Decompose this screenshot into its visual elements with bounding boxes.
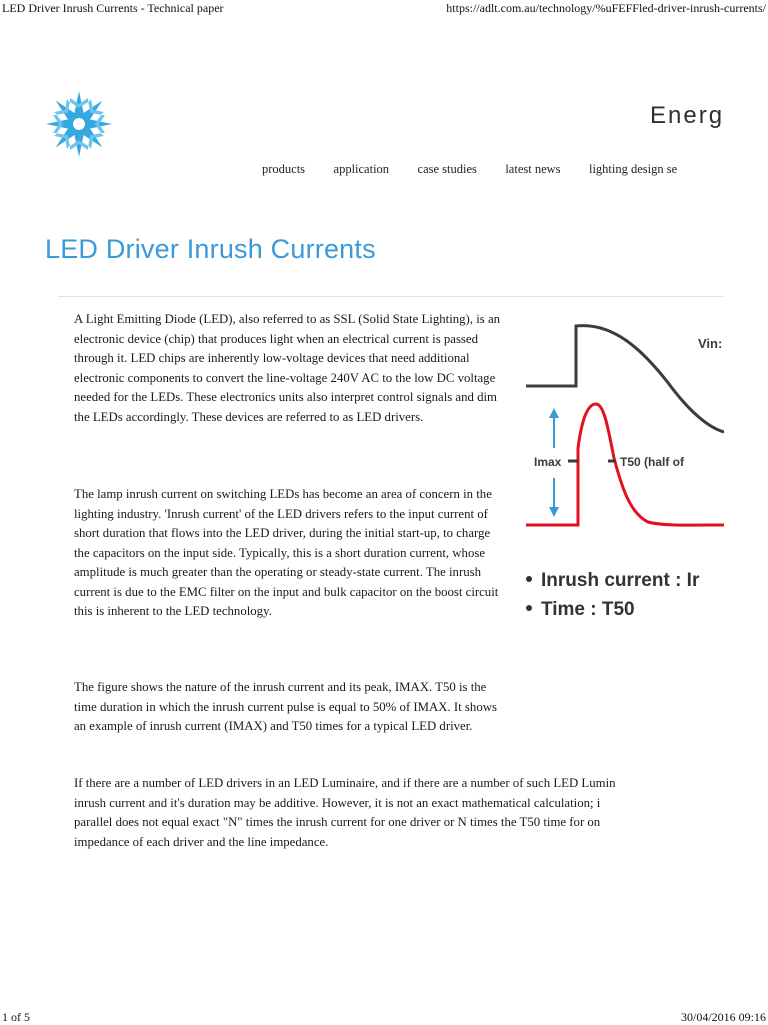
brand-wordmark[interactable]: Energ [650,102,724,129]
print-datetime: 30/04/2016 09:16 [680,1010,766,1024]
nav-item-products[interactable]: products [262,162,306,176]
nav-item-latest-news[interactable]: latest news [505,162,561,176]
article-paragraph-4 [74,774,724,852]
bullet-text: Inrush current : Ir [541,570,700,591]
page-title: LED Driver Inrush Currents [45,234,376,264]
vin-label: Vin: [698,336,723,351]
nav-item-case-studies[interactable]: case studies [417,162,477,176]
title-divider [58,296,724,297]
bullet-text: Time : T50 [541,599,635,620]
figure-bullet-list [526,570,724,628]
nav-item-application[interactable]: application [333,162,390,176]
paragraph-line: inrush current and it's duration may be additive. However, it is not an exact mathematical calculation; i [74,795,601,810]
print-footer [0,1009,768,1024]
page-counter: 1 of 5 [2,1010,30,1024]
main-navigation [262,160,724,180]
bullet-icon [526,576,532,582]
article-paragraph-3: The figure shows the nature of the inrush current and its peak, IMAX. T50 is the time duration in which the inrush current pulse is equal to 50% of IMAX. It shows an example of inrush current (IMAX) and T50 times for a typical LED driver. [74,680,497,733]
t50-label: T50 (half of [620,455,685,469]
bullet-icon [526,605,532,611]
paragraph-line: parallel does not equal exact "N" times the inrush current for one driver or N times the T50 time for on [74,815,601,829]
figure-bullet [526,599,724,628]
brand-logo-icon[interactable] [44,88,114,160]
imax-label: Imax [534,455,562,469]
print-page-title: LED Driver Inrush Currents - Technical paper [2,1,224,15]
paragraph-line: If there are a number of LED drivers in an LED Luminaire, and if there are a number of such LED Lumin [74,776,616,790]
article-paragraph-2: The lamp inrush current on switching LEDs has become an area of concern in the lighting industry. 'Inrush current' of the LED drivers refers to the input current of short duration that flows into the LED driver, during the initial start-up, to charge the capacitors on the input side. Typically, this is a short duration current, whose amplitude is much greater than the operating or steady-state current. The inrush current is due to the EMC filter on the input and bulk capacitor on the boost circuit this is inherent to the LED technology. [74,487,499,618]
print-header [0,0,768,16]
page-content [0,16,768,1008]
paragraph-line: impedance of each driver and the line impedance. [74,834,329,849]
nav-item-lighting-design[interactable]: lighting design se [588,162,678,176]
article-paragraph-1: A Light Emitting Diode (LED), also referred to as SSL (Solid State Lighting), is an electronic device (chip) that produces light when an electrical current is passed through it. LED chips are inherently low-voltage devices that need additional electronic components to convert the line-voltage 240V AC to the low DC voltage needed for the LEDs. These electronics units also interpret control signals and dim the LEDs accordingly. These devices are referred to as LED drivers. [74,312,501,424]
figure-bullet [526,570,724,599]
print-page-url: https://adlt.com.au/technology/%uFEFFled-driver-inrush-currents/ [446,1,766,15]
